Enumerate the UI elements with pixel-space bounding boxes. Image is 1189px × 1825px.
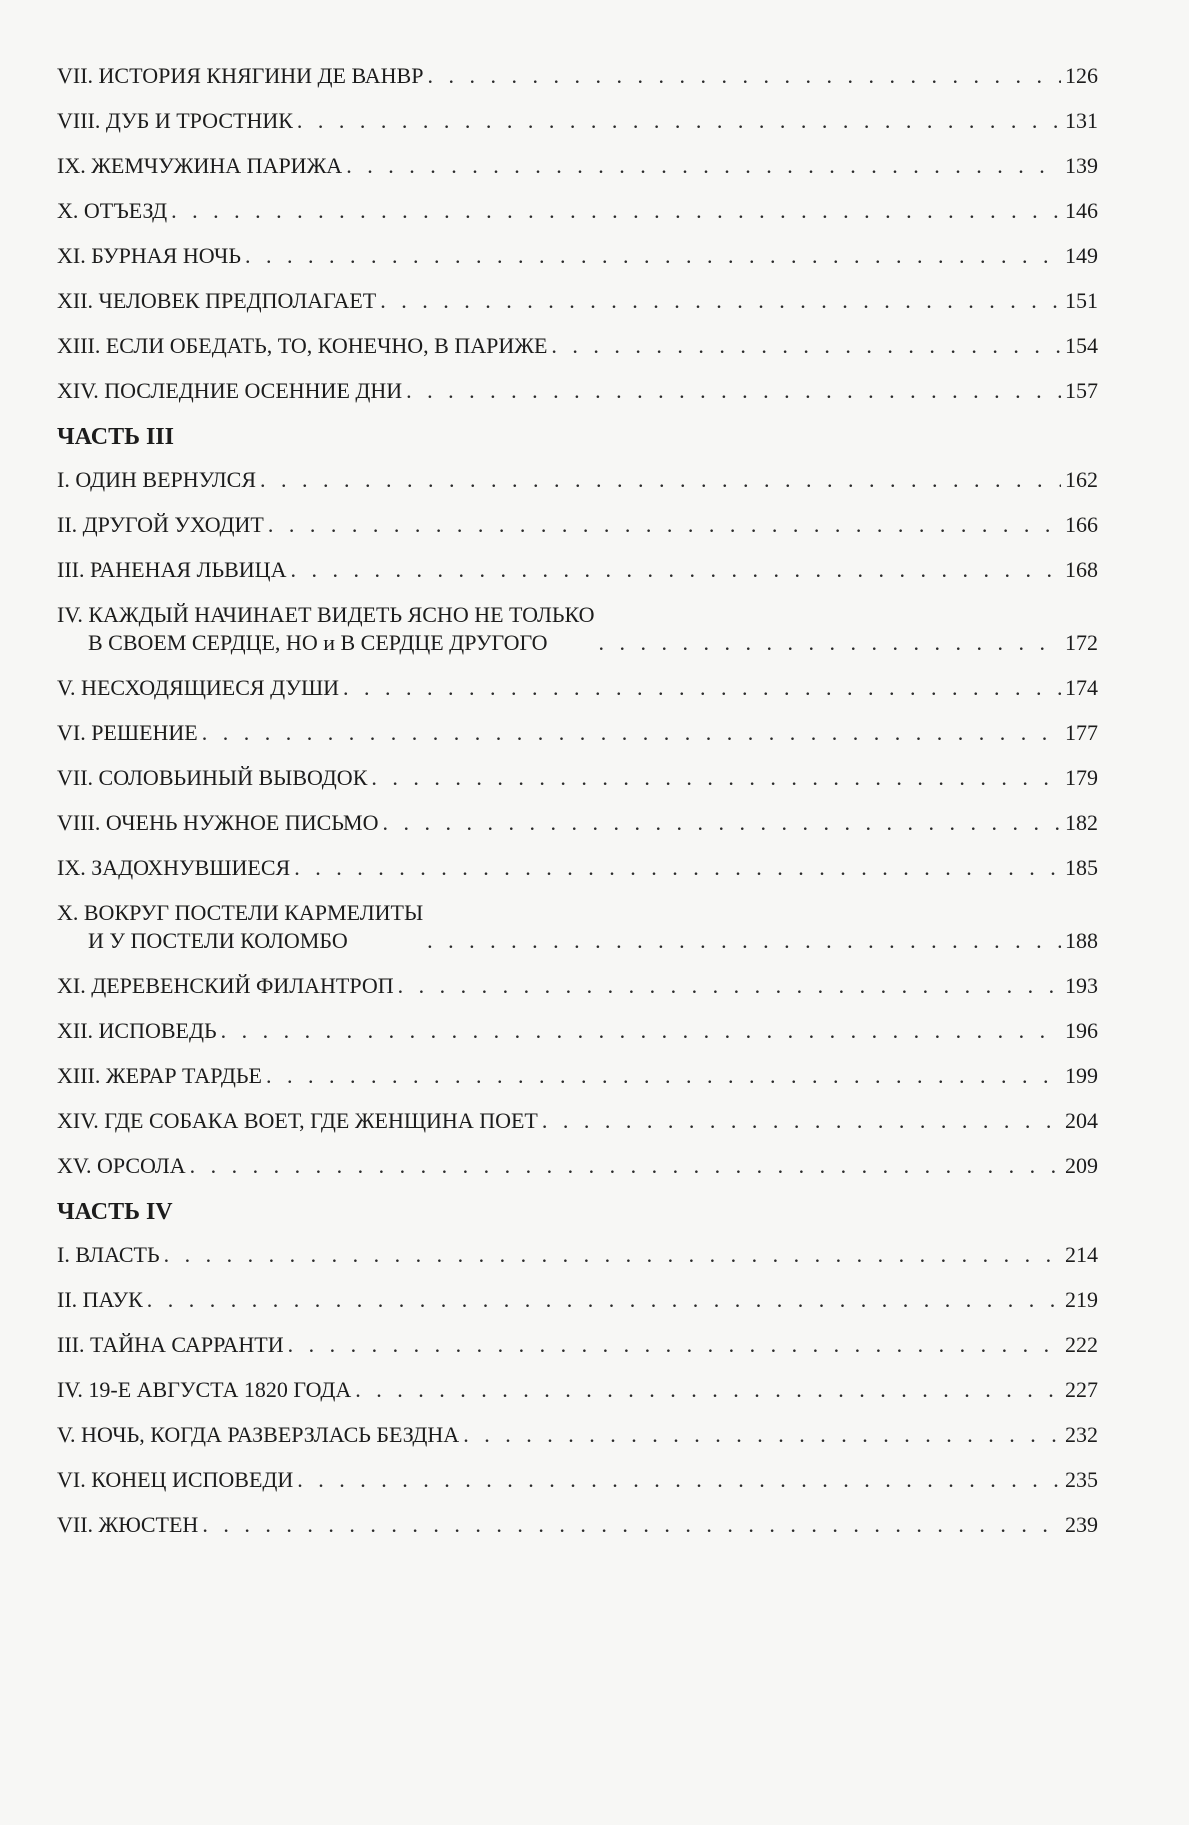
- chapter-title: III. ТАЙНА САРРАНТИ: [57, 1332, 284, 1357]
- page-number: 188: [1065, 928, 1098, 953]
- dot-leader: [202, 1511, 1061, 1539]
- chapter-title: XIV. ГДЕ СОБАКА ВОЕТ, ГДЕ ЖЕНЩИНА ПОЕТ: [57, 1108, 538, 1133]
- toc-entry: [57, 809, 1098, 837]
- toc-entry: [57, 1376, 1098, 1404]
- page-number: 174: [1065, 675, 1098, 700]
- chapter-title-line: И У ПОСТЕЛИ КОЛОМБО: [88, 928, 348, 953]
- page-number: 239: [1065, 1512, 1098, 1537]
- page-number: 193: [1065, 973, 1098, 998]
- chapter-title: XIII. ЖЕРАР ТАРДЬЕ: [57, 1063, 262, 1088]
- chapter-title: I. ОДИН ВЕРНУЛСЯ: [57, 467, 256, 492]
- toc-entry: [57, 764, 1098, 792]
- chapter-title: VIII. ОЧЕНЬ НУЖНОЕ ПИСЬМО: [57, 810, 379, 835]
- page-number: 126: [1065, 63, 1098, 88]
- page-number: 235: [1065, 1467, 1098, 1492]
- toc-entry: [57, 511, 1098, 539]
- dot-leader: [245, 242, 1061, 270]
- dot-leader: [190, 1152, 1061, 1180]
- chapter-title: XV. ОРСОЛА: [57, 1153, 186, 1178]
- page-number: 149: [1065, 243, 1098, 268]
- chapter-title: XII. ЧЕЛОВЕК ПРЕДПОЛАГАЕТ: [57, 288, 377, 313]
- page-number: 199: [1065, 1063, 1098, 1088]
- part-heading: ЧАСТЬ IV: [57, 1199, 173, 1225]
- dot-leader: [380, 287, 1061, 315]
- chapter-title: V. НОЧЬ, КОГДА РАЗВЕРЗЛАСЬ БЕЗДНА: [57, 1422, 460, 1447]
- toc-entry: [57, 242, 1098, 270]
- toc-entry: [57, 674, 1098, 702]
- chapter-title: XI. БУРНАЯ НОЧЬ: [57, 243, 241, 268]
- dot-leader: [427, 62, 1061, 90]
- page-number: 166: [1065, 512, 1098, 537]
- toc-entry: [57, 1511, 1098, 1539]
- dot-leader: [290, 556, 1061, 584]
- chapter-title: XI. ДЕРЕВЕНСКИЙ ФИЛАНТРОП: [57, 973, 394, 998]
- dot-leader: [260, 466, 1061, 494]
- page-number: 222: [1065, 1332, 1098, 1357]
- chapter-title: II. ДРУГОЙ УХОДИТ: [57, 512, 264, 537]
- dot-leader: [599, 629, 1061, 657]
- toc-entry: [57, 1286, 1098, 1314]
- page-number: 151: [1065, 288, 1098, 313]
- toc-entry: [57, 1241, 1098, 1269]
- dot-leader: [355, 1376, 1061, 1404]
- toc-entry: [57, 332, 1098, 360]
- page-number: 172: [1065, 630, 1098, 655]
- toc-entry: [57, 1421, 1098, 1449]
- toc-entry: [57, 152, 1098, 180]
- chapter-title: VII. ИСТОРИЯ КНЯГИНИ ДЕ ВАНВР: [57, 63, 424, 88]
- dot-leader: [266, 1062, 1061, 1090]
- dot-leader: [551, 332, 1061, 360]
- chapter-title: VI. РЕШЕНИЕ: [57, 720, 198, 745]
- dot-leader: [398, 972, 1061, 1000]
- page-number: 219: [1065, 1287, 1098, 1312]
- toc-entry: [57, 1152, 1098, 1180]
- chapter-title: II. ПАУК: [57, 1287, 143, 1312]
- chapter-title: V. НЕСХОДЯЩИЕСЯ ДУШИ: [57, 675, 340, 700]
- dot-leader: [268, 511, 1061, 539]
- chapter-title: [57, 601, 599, 657]
- toc-entry: [57, 287, 1098, 315]
- chapter-title: VIII. ДУБ И ТРОСТНИК: [57, 108, 293, 133]
- chapter-title: VII. СОЛОВЬИНЫЙ ВЫВОДОК: [57, 765, 368, 790]
- dot-leader: [221, 1017, 1061, 1045]
- dot-leader: [406, 377, 1061, 405]
- dot-leader: [463, 1421, 1061, 1449]
- page-number: 168: [1065, 557, 1098, 582]
- toc-entry: [57, 1062, 1098, 1090]
- page-number: 204: [1065, 1108, 1098, 1133]
- dot-leader: [383, 809, 1061, 837]
- toc-entry: [57, 1017, 1098, 1045]
- dot-leader: [297, 1466, 1061, 1494]
- page-number: 154: [1065, 333, 1098, 358]
- page-number: 177: [1065, 720, 1098, 745]
- chapter-title: XIV. ПОСЛЕДНИЕ ОСЕННИЕ ДНИ: [57, 378, 403, 403]
- page-number: 139: [1065, 153, 1098, 178]
- dot-leader: [164, 1241, 1061, 1269]
- toc-entry: [57, 466, 1098, 494]
- toc-entry: [57, 377, 1098, 405]
- chapter-title-line: IV. КАЖДЫЙ НАЧИНАЕТ ВИДЕТЬ ЯСНО НЕ ТОЛЬКО: [57, 602, 595, 627]
- chapter-title: X. ОТЪЕЗД: [57, 198, 168, 223]
- page-number: 196: [1065, 1018, 1098, 1043]
- chapter-title: [57, 899, 427, 955]
- page-number: 162: [1065, 467, 1098, 492]
- page-number: 157: [1065, 378, 1098, 403]
- page-number: 232: [1065, 1422, 1098, 1447]
- toc-entry: [57, 62, 1098, 90]
- dot-leader: [294, 854, 1061, 882]
- dot-leader: [202, 719, 1061, 747]
- page-number: 185: [1065, 855, 1098, 880]
- dot-leader: [297, 107, 1061, 135]
- page-number: 227: [1065, 1377, 1098, 1402]
- dot-leader: [371, 764, 1061, 792]
- dot-leader: [171, 197, 1061, 225]
- toc-entry: [57, 1107, 1098, 1135]
- toc-entry: [57, 1466, 1098, 1494]
- toc-entry: [57, 899, 1098, 955]
- chapter-title: VII. ЖЮСТЕН: [57, 1512, 199, 1537]
- toc-entry: [57, 719, 1098, 747]
- toc-entry: [57, 854, 1098, 882]
- part-heading: ЧАСТЬ III: [57, 424, 174, 450]
- chapter-title: III. РАНЕНАЯ ЛЬВИЦА: [57, 557, 287, 582]
- dot-leader: [343, 674, 1061, 702]
- chapter-title: VI. КОНЕЦ ИСПОВЕДИ: [57, 1467, 294, 1492]
- page-number: 214: [1065, 1242, 1098, 1267]
- toc-entry: [57, 972, 1098, 1000]
- toc-entry: [57, 197, 1098, 225]
- dot-leader: [346, 152, 1061, 180]
- chapter-title: XIII. ЕСЛИ ОБЕДАТЬ, ТО, КОНЕЧНО, В ПАРИЖЕ: [57, 333, 548, 358]
- toc-entry: [57, 1331, 1098, 1359]
- chapter-title-line: В СВОЕМ СЕРДЦЕ, НО и В СЕРДЦЕ ДРУГОГО: [88, 630, 548, 655]
- toc-entry: [57, 601, 1098, 657]
- toc-entry: [57, 556, 1098, 584]
- dot-leader: [288, 1331, 1061, 1359]
- chapter-title: XII. ИСПОВЕДЬ: [57, 1018, 217, 1043]
- chapter-title: I. ВЛАСТЬ: [57, 1242, 160, 1267]
- chapter-title-line: X. ВОКРУГ ПОСТЕЛИ КАРМЕЛИТЫ: [57, 900, 424, 925]
- page-number: 179: [1065, 765, 1098, 790]
- chapter-title: IV. 19-Е АВГУСТА 1820 ГОДА: [57, 1377, 352, 1402]
- dot-leader: [542, 1107, 1061, 1135]
- page-number: 131: [1065, 108, 1098, 133]
- page-number: 146: [1065, 198, 1098, 223]
- chapter-title: IX. ЗАДОХНУВШИЕСЯ: [57, 855, 291, 880]
- page-number: 182: [1065, 810, 1098, 835]
- page-number: 209: [1065, 1153, 1098, 1178]
- toc-entry: [57, 107, 1098, 135]
- dot-leader: [427, 927, 1061, 955]
- chapter-title: IX. ЖЕМЧУЖИНА ПАРИЖА: [57, 153, 343, 178]
- dot-leader: [147, 1286, 1061, 1314]
